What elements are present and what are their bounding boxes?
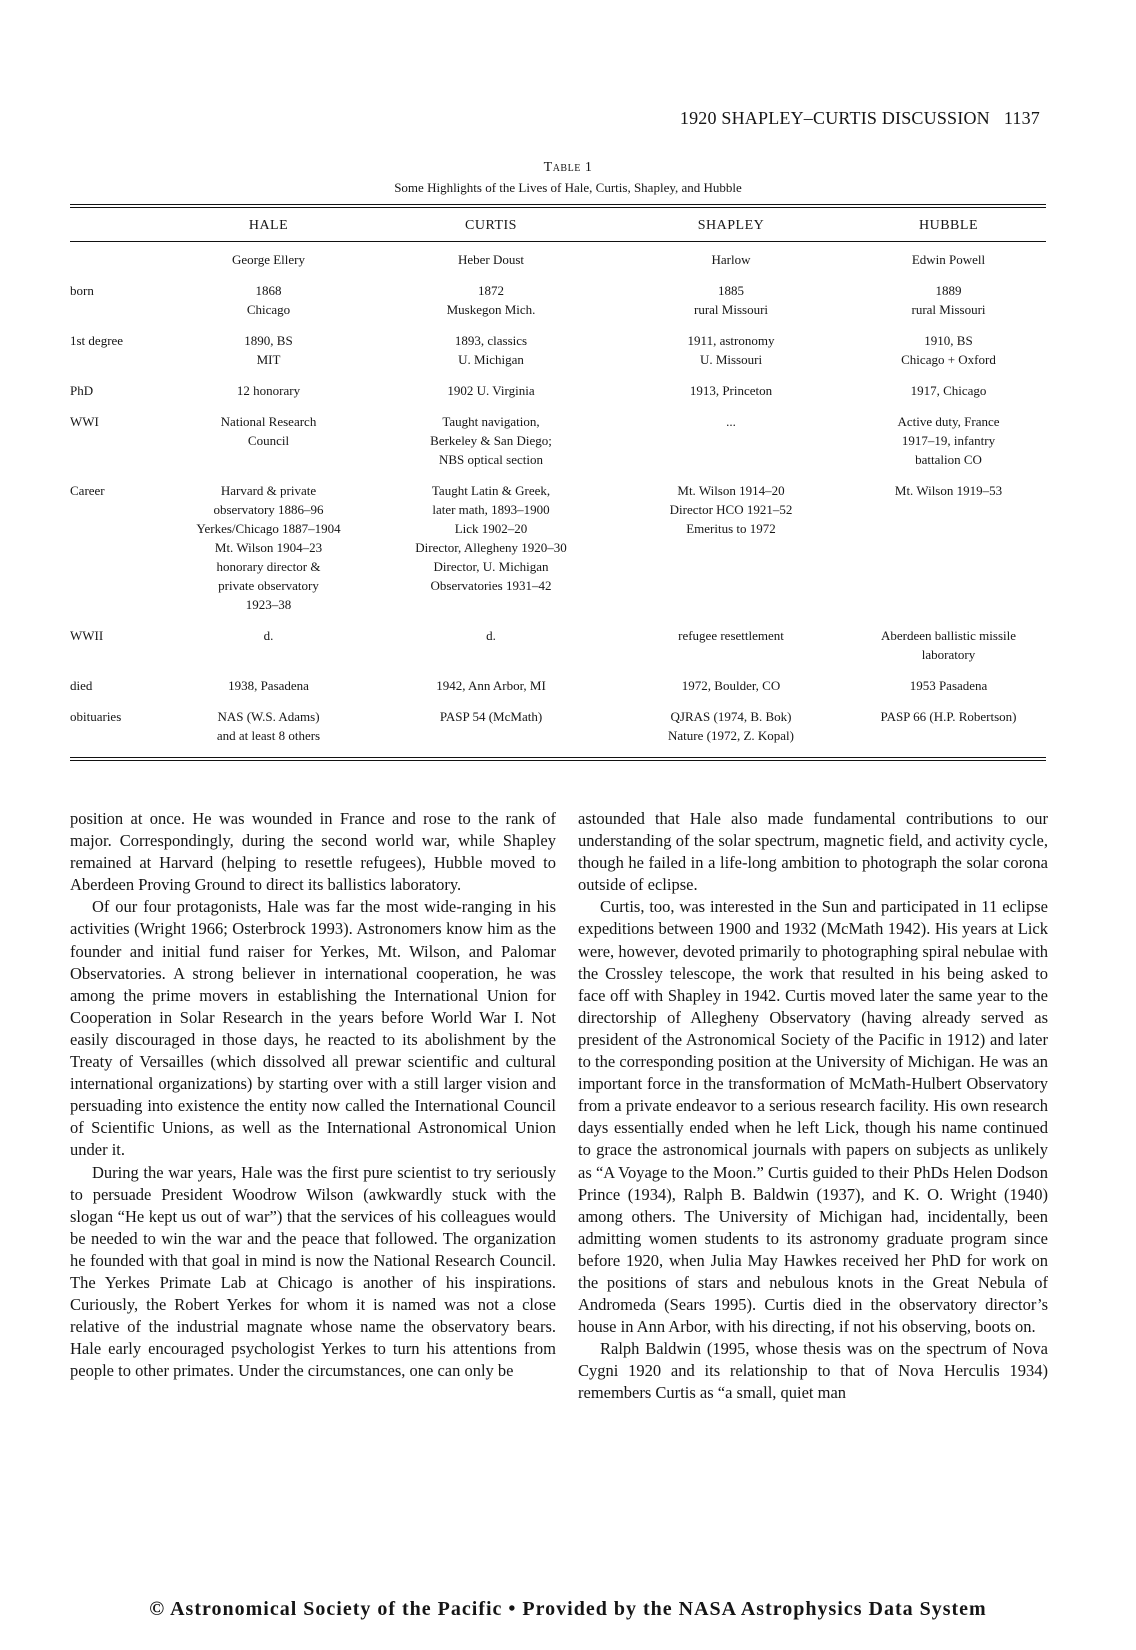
- column-header: HUBBLE: [919, 218, 978, 233]
- page-number: 1137: [1003, 108, 1040, 128]
- table-cell: [611, 695, 851, 757]
- table-cell: [611, 269, 851, 319]
- table-cell: [851, 242, 1046, 269]
- cell-line: 1889: [935, 283, 962, 298]
- table-cell: [166, 269, 371, 319]
- footer-credit: © Astronomical Society of the Pacific • Provided by the NASA Astrophysics Data System: [149, 1598, 987, 1620]
- table-cell: [611, 369, 851, 400]
- row-label: obituaries: [70, 709, 122, 724]
- table-cell: [611, 469, 851, 614]
- table-caption-block: [0, 158, 1136, 198]
- cell-line: PASP 66 (H.P. Robertson): [880, 709, 1017, 724]
- cell-line: later math, 1893–1900: [432, 502, 550, 517]
- cell-line: Berkeley & San Diego;: [430, 433, 552, 448]
- row-label: [70, 242, 166, 269]
- row-label-header: [70, 208, 166, 241]
- cell-line: rural Missouri: [693, 302, 769, 317]
- cell-line: ...: [726, 414, 736, 429]
- table-row: [70, 664, 1046, 695]
- cell-line: 1938, Pasadena: [228, 678, 309, 693]
- column-header: CURTIS: [465, 218, 517, 233]
- table-header-row: [70, 208, 1046, 241]
- cell-line: 1893, classics: [454, 333, 528, 348]
- table-body: [70, 242, 1046, 757]
- body-paragraph: During the war years, Hale was the first pure scientist to try seriously to persuade President Woodrow Wilson (awkwardly stuck with the slogan “He kept us out of war”) that the services of his colleagues would be needed to win the war and the peace that followed. The organization he founded with that goal in mind is now the National Research Council. The Yerkes Primate Lab at Chicago is another of his inspirations. Curiously, the Robert Yerkes for whom it is named was not a close relative of the industrial magnate whose name the observatory bears. Hale early encouraged psychologist Yerkes to turn his attentions from people to other primates. Under the circumstances, one can only be: [70, 1162, 556, 1381]
- row-label: 1st degree: [70, 333, 124, 348]
- cell-line: Nature (1972, Z. Kopal): [668, 728, 794, 743]
- table-cell: [371, 664, 611, 695]
- cell-line: Yerkes/Chicago 1887–1904: [196, 521, 341, 536]
- running-header: [680, 108, 1040, 129]
- table-cell: [611, 319, 851, 369]
- table-cell: [851, 695, 1046, 757]
- body-paragraph: astounded that Hale also made fundamental contributions to our understanding of the solar spectrum, magnetic field, and activity cycle, though he failed in a life-long ambition to photograph the solar corona outside of eclipse.: [578, 809, 1048, 895]
- table-cell: [371, 269, 611, 319]
- cell-line: Chicago + Oxford: [901, 352, 996, 367]
- cell-line: 1917–19, infantry: [901, 433, 996, 448]
- table-cell: [851, 469, 1046, 614]
- cell-line: Chicago: [246, 302, 291, 317]
- cell-line: Active duty, France: [897, 414, 1000, 429]
- cell-line: 1923–38: [245, 597, 292, 612]
- cell-line: 1902 U. Virginia: [447, 383, 535, 398]
- table-row: [70, 369, 1046, 400]
- cell-line: 1911, astronomy: [687, 333, 775, 348]
- cell-line: PASP 54 (McMath): [439, 709, 543, 724]
- cell-line: MIT: [256, 352, 281, 367]
- cell-line: Edwin Powell: [911, 252, 986, 267]
- table-cell: [166, 400, 371, 469]
- row-label: died: [70, 678, 93, 693]
- left-text-column: [70, 808, 556, 1382]
- cell-line: d.: [486, 628, 496, 643]
- cell-line: observatory 1886–96: [213, 502, 324, 517]
- table-cell: [851, 269, 1046, 319]
- cell-line: Mt. Wilson 1914–20: [677, 483, 785, 498]
- table-row: [70, 614, 1046, 664]
- cell-line: Director, U. Michigan: [433, 559, 549, 574]
- running-title: 1920 SHAPLEY–CURTIS DISCUSSION: [679, 108, 990, 128]
- cell-line: NAS (W.S. Adams): [217, 709, 320, 724]
- cell-line: Muskegon Mich.: [446, 302, 536, 317]
- cell-line: Director HCO 1921–52: [669, 502, 793, 517]
- table-cell: [371, 319, 611, 369]
- column-header: HALE: [248, 218, 289, 233]
- cell-line: and at least 8 others: [216, 728, 321, 743]
- cell-line: private observatory: [218, 578, 319, 593]
- table-row: [70, 242, 1046, 269]
- cell-line: U. Missouri: [699, 352, 763, 367]
- cell-line: Mt. Wilson 1919–53: [894, 483, 1003, 498]
- table-cell: [166, 319, 371, 369]
- cell-line: 1942, Ann Arbor, MI: [436, 678, 546, 693]
- cell-line: battalion CO: [915, 452, 982, 467]
- table-cell: [371, 369, 611, 400]
- table-cell: [166, 664, 371, 695]
- row-label: born: [70, 283, 94, 298]
- table-cell: [851, 319, 1046, 369]
- cell-line: Director, Allegheny 1920–30: [415, 540, 567, 555]
- column-header: SHAPLEY: [697, 218, 765, 233]
- table-cell: [851, 614, 1046, 664]
- row-label: WWI: [70, 414, 99, 429]
- cell-line: rural Missouri: [911, 302, 986, 317]
- table-caption: Some Highlights of the Lives of Hale, Curtis, Shapley, and Hubble: [394, 180, 742, 195]
- table-cell: [371, 242, 611, 269]
- table-cell: [166, 614, 371, 664]
- body-paragraph: Curtis, too, was interested in the Sun and participated in 11 eclipse expeditions between 1900 and 1932 (McMath 1942). His years at Lick were, however, devoted primarily to photographing spiral nebulae with the Crossley telescope, the work that resulted in his being asked to face off with Shapley in 1942. Curtis moved later the same year to the directorship of Allegheny Observatory (having already served as president of the Astronomical Society of the Pacific in 1912) and later to the corresponding position at the University of Michigan. He was an important force in the transformation of McMath-Hulbert Observatory from a private endeavor to a serious research facility. His own research days essentially ended when he left Lick, though his name continued to grace the astronomical journals with papers on subjects as unlikely as “A Voyage to the Moon.” Curtis guided to their PhDs Helen Dodson Prince (1934), Ralph B. Baldwin (1937), and K. O. Wright (1940) among others. The University of Michigan had, incidentally, been admitting women students to its astronomy graduate program since before 1920, when Julia May Hawkes received her PhD for work on the positions of stars and nebulous knots in the Great Nebula of Andromeda (Sears 1995). Curtis died in the observatory director’s house in Ann Arbor, with his directing, if not his observing, boots on.: [578, 897, 1048, 1337]
- highlights-table: [70, 204, 1046, 761]
- cell-line: 1917, Chicago: [910, 383, 987, 398]
- cell-line: 1868: [255, 283, 282, 298]
- table-cell: [851, 369, 1046, 400]
- table-cell: [851, 664, 1046, 695]
- cell-line: 1872: [478, 283, 504, 298]
- table-row: [70, 400, 1046, 469]
- cell-line: Taught Latin & Greek,: [431, 483, 551, 498]
- table-cell: [371, 695, 611, 757]
- cell-line: 1953 Pasadena: [909, 678, 988, 693]
- table-cell: [166, 695, 371, 757]
- row-label: Career: [70, 483, 105, 498]
- cell-line: Heber Doust: [457, 252, 525, 267]
- table-bottom-rule: [70, 757, 1046, 761]
- cell-line: laboratory: [921, 647, 976, 662]
- body-paragraph: Of our four protagonists, Hale was far the most wide-ranging in his activities (Wright 1966; Osterbrock 1993). Astronomers know him as the founder and initial fund raiser for Yerkes, Mt. Wilson, and Palomar Observatories. A strong believer in international cooperation, he was among the prime movers in establishing the International Union for Cooperation in Solar Research in the years before World War I. Not easily discouraged in those days, he reacted to its abolishment by the Treaty of Versailles (which dissolved all prewar scientific and cultural international organizations) by starting over with a still larger vision and persuading into existence the entity now called the International Council of Scientific Unions, as well as the International Astronomical Union under it.: [70, 897, 556, 1160]
- cell-line: 1910, BS: [924, 333, 973, 348]
- cell-line: Emeritus to 1972: [686, 521, 776, 536]
- cell-line: 1885: [718, 283, 744, 298]
- cell-line: 1890, BS: [244, 333, 293, 348]
- cell-line: 1913, Princeton: [689, 383, 773, 398]
- cell-line: refugee resettlement: [678, 628, 784, 643]
- table-cell: [371, 400, 611, 469]
- cell-line: Aberdeen ballistic missile: [880, 628, 1017, 643]
- cell-line: Mt. Wilson 1904–23: [214, 540, 323, 555]
- right-text-column: [578, 808, 1048, 1405]
- table-cell: [611, 242, 851, 269]
- cell-line: 1972, Boulder, CO: [681, 678, 781, 693]
- table-cell: [166, 469, 371, 614]
- cell-line: National Research: [220, 414, 317, 429]
- table-row: [70, 469, 1046, 614]
- table-cell: [851, 400, 1046, 469]
- table-cell: [166, 369, 371, 400]
- cell-line: honorary director &: [216, 559, 321, 574]
- cell-line: George Ellery: [231, 252, 306, 267]
- table-row: [70, 319, 1046, 369]
- cell-line: U. Michigan: [458, 352, 524, 367]
- body-paragraph: position at once. He was wounded in France and rose to the rank of major. Correspondingly, during the second world war, while Shapley remained at Harvard (helping to resettle refugees), Hubble moved to Aberdeen Proving Ground to direct its ballistics laboratory.: [70, 809, 556, 895]
- cell-line: d.: [263, 628, 274, 643]
- table-grid: [70, 208, 1046, 757]
- cell-line: Taught navigation,: [442, 414, 540, 429]
- cell-line: Lick 1902–20: [454, 521, 528, 536]
- table-label: Table 1: [543, 160, 593, 175]
- table-cell: [166, 242, 371, 269]
- cell-line: 12 honorary: [236, 383, 301, 398]
- cell-line: QJRAS (1974, B. Bok): [670, 709, 792, 724]
- table-row: [70, 695, 1046, 757]
- cell-line: Council: [247, 433, 290, 448]
- table-cell: [371, 469, 611, 614]
- cell-line: Observatories 1931–42: [430, 578, 552, 593]
- cell-line: NBS optical section: [439, 452, 543, 467]
- table-row: [70, 269, 1046, 319]
- cell-line: Harlow: [711, 252, 751, 267]
- row-label: PhD: [70, 383, 94, 398]
- cell-line: Harvard & private: [220, 483, 317, 498]
- table-cell: [371, 614, 611, 664]
- body-paragraph: Ralph Baldwin (1995, whose thesis was on the spectrum of Nova Cygni 1920 and its relationship to that of Nova Herculis 1934) remembers Curtis as “a small, quiet man: [578, 1339, 1048, 1403]
- table-cell: [611, 400, 851, 469]
- row-label: WWII: [70, 628, 104, 643]
- table-cell: [611, 614, 851, 664]
- table-cell: [611, 664, 851, 695]
